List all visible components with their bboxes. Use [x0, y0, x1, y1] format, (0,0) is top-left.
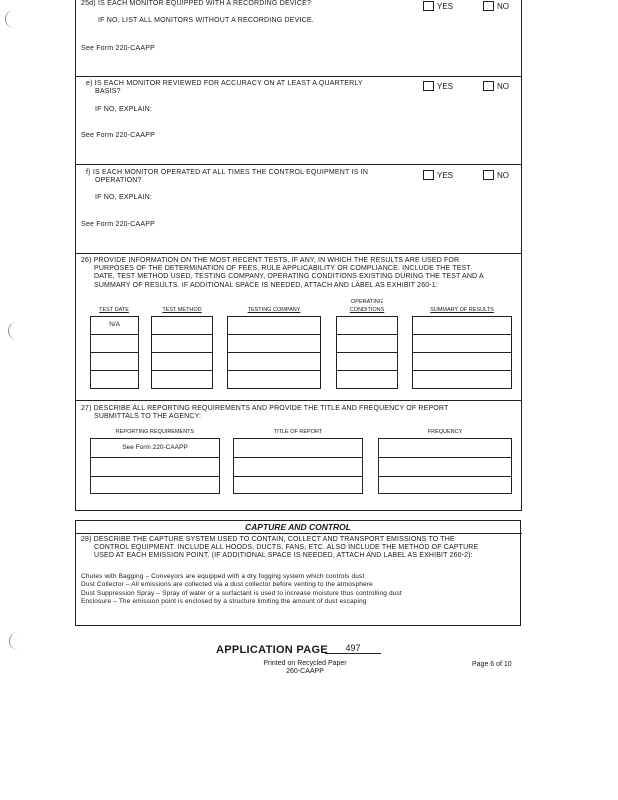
- q25f-if-no: IF NO, EXPLAIN:: [95, 194, 153, 201]
- punch-hole-mark: [5, 10, 16, 28]
- q25f-no-checkbox[interactable]: [483, 170, 494, 180]
- punch-hole-mark: [8, 322, 19, 340]
- q26-summary-cell[interactable]: [413, 317, 511, 335]
- q27-requirements-cell[interactable]: [91, 477, 219, 493]
- footer-printed-on: Printed on Recycled Paper: [263, 660, 347, 667]
- q26-test-date-cell[interactable]: [91, 335, 138, 353]
- q26-test-method-cell[interactable]: [152, 371, 212, 388]
- q27-prompt-line: SUBMITTALS TO THE AGENCY:: [94, 413, 202, 421]
- q27-title-cell[interactable]: [234, 477, 362, 493]
- q25f-no-label: NO: [497, 171, 509, 180]
- q25e-label-1: e) IS EACH MONITOR REVIEWED FOR ACCURACY ON AT LEAST A QUARTERLY: [86, 80, 363, 87]
- q26-test-date-cell[interactable]: [91, 353, 138, 371]
- q27-frequency-column: [378, 438, 512, 494]
- q26-prompt-line: 26) PROVIDE INFORMATION ON THE MOST RECENT TESTS, IF ANY, IN WHICH THE RESULTS ARE USED FOR: [81, 257, 460, 264]
- footer-application-page-number: 497: [325, 643, 381, 654]
- punch-hole-mark: [9, 632, 20, 650]
- q26-summary-cell[interactable]: [413, 335, 511, 353]
- q26-test-method-column: [151, 316, 213, 389]
- q26-prompt: [81, 257, 517, 290]
- q25e-label-2: BASIS?: [95, 88, 121, 95]
- q25e-no-label: NO: [497, 82, 509, 91]
- q27-header-frequency: FREQUENCY: [427, 429, 463, 435]
- q26-test-method-cell[interactable]: [152, 317, 212, 335]
- q25e-if-no: IF NO, EXPLAIN:: [95, 106, 153, 113]
- q26-header-test-date: TEST DATE: [99, 307, 129, 313]
- q25d-label: 25d) IS EACH MONITOR EQUIPPED WITH A RECORDING DEVICE?: [81, 0, 312, 7]
- q28-answer-line: Chutes with Bagging – Conveyors are equipped with a dry fogging system which controls dust: [81, 573, 365, 580]
- q26-header-testing-company: TESTING COMPANY: [247, 307, 301, 313]
- q28-answer-line: Enclosure – The emission point is enclosed by a structure limiting the amount of dust escaping: [81, 597, 367, 605]
- q26-test-method-cell[interactable]: [152, 335, 212, 353]
- q27-requirements-cell[interactable]: See Form 220-CAAPP: [91, 439, 219, 458]
- q26-header-conditions: CONDITIONS: [349, 307, 385, 313]
- q27-prompt: [81, 405, 517, 421]
- q27-frequency-cell[interactable]: [379, 477, 511, 493]
- q28-answer-line: Dust Collector – All emissions are collected via a dust collector before venting to the atmosphere: [81, 581, 373, 589]
- q26-testing-company-cell[interactable]: [228, 371, 320, 388]
- q25d-no-checkbox[interactable]: [483, 1, 494, 11]
- q25f-yes-label: YES: [437, 171, 454, 180]
- q25f-answer: See Form 220-CAAPP: [81, 221, 156, 228]
- q26-operating-conditions-cell[interactable]: [337, 353, 397, 371]
- q26-header-test-method: TEST METHOD: [162, 307, 202, 313]
- q26-operating-conditions-cell[interactable]: [337, 335, 397, 353]
- q27-title-cell[interactable]: [234, 439, 362, 458]
- q26-summary-cell[interactable]: [413, 353, 511, 371]
- q25e-yes-label: YES: [437, 82, 454, 91]
- q27-prompt-line: 27) DESCRIBE ALL REPORTING REQUIREMENTS AND PROVIDE THE TITLE AND FREQUENCY OF REPORT: [81, 405, 449, 412]
- q28-prompt-line: USED AT EACH EMISSION POINT. (IF ADDITIONAL SPACE IS NEEDED, ATTACH AND LABEL AS EXHIBIT 260-2):: [94, 552, 473, 560]
- q26-testing-company-cell[interactable]: [228, 335, 320, 353]
- q25e-yes-checkbox[interactable]: [423, 81, 434, 91]
- q27-title-cell[interactable]: [234, 458, 362, 477]
- q28-prompt-line: 28) DESCRIBE THE CAPTURE SYSTEM USED TO CONTAIN, COLLECT AND TRANSPORT EMISSIONS TO THE: [81, 536, 455, 543]
- q26-header-operating: OPERATING: [351, 299, 383, 305]
- q27-requirements-cell[interactable]: [91, 458, 219, 477]
- q26-operating-conditions-cell[interactable]: [337, 371, 397, 388]
- q26-test-date-column: [90, 316, 139, 389]
- q27-header-requirements: REPORTING REQUIREMENTS: [115, 429, 195, 435]
- footer-page-count: Page 6 of 10: [472, 661, 512, 668]
- q27-header-title: TITLE OF REPORT: [273, 429, 323, 435]
- q25f-label-1: f) IS EACH MONITOR OPERATED AT ALL TIMES THE CONTROL EQUIPMENT IS IN: [86, 169, 369, 176]
- q26-operating-conditions-cell[interactable]: [337, 317, 397, 335]
- q25f-yes-checkbox[interactable]: [423, 170, 434, 180]
- q28-prompt-line: CONTROL EQUIPMENT. INCLUDE ALL HOODS, DUCTS, FANS, ETC. ALSO INCLUDE THE METHOD OF CAPTURE: [94, 544, 479, 552]
- q26-test-method-cell[interactable]: [152, 353, 212, 371]
- q28-answers: [81, 573, 517, 606]
- q26-test-date-cell[interactable]: [91, 371, 138, 388]
- q26-summary-cell[interactable]: [413, 371, 511, 388]
- q25e-no-checkbox[interactable]: [483, 81, 494, 91]
- q26-prompt-line: PURPOSES OF THE DETERMINATION OF FEES, RULE APPLICABILITY OR COMPLIANCE. INCLUDE THE TEST: [94, 265, 471, 273]
- q26-testing-company-cell[interactable]: [228, 353, 320, 371]
- q25d-if-no: IF NO, LIST ALL MONITORS WITHOUT A RECORDING DEVICE.: [98, 17, 314, 24]
- q28-answer-line: Dust Suppression Spray – Spray of water or a surfactant is used to increase moisture thus controlling dust: [81, 589, 402, 597]
- capture-title: CAPTURE AND CONTROL: [245, 522, 351, 532]
- q26-testing-company-column: [227, 316, 321, 389]
- q25e-answer: See Form 220-CAAPP: [81, 132, 156, 139]
- q25d-yes-label: YES: [437, 2, 454, 11]
- q25d-yes-checkbox[interactable]: [423, 1, 434, 11]
- q28-prompt: [81, 536, 517, 561]
- footer-form-number: 260-CAAPP: [286, 668, 324, 675]
- q25f-label-2: OPERATION?: [95, 177, 142, 184]
- q26-header-summary: SUMMARY OF RESULTS: [430, 307, 494, 313]
- q27-title-column: [233, 438, 363, 494]
- q27-requirements-column: [90, 438, 220, 494]
- q27-frequency-cell[interactable]: [379, 439, 511, 458]
- q25d-answer: See Form 220-CAAPP: [81, 45, 156, 52]
- q26-prompt-line: DATE, TEST METHOD USED, TESTING COMPANY, OPERATING CONDITIONS EXISTING DURING THE TEST AND A: [94, 273, 484, 281]
- q26-prompt-line: SUMMARY OF RESULTS. IF ADDITIONAL SPACE IS NEEDED, ATTACH AND LABEL AS EXHIBIT 260-1:: [94, 281, 438, 289]
- footer-application-page-label: APPLICATION PAGE: [216, 644, 328, 656]
- q27-frequency-cell[interactable]: [379, 458, 511, 477]
- q26-summary-column: [412, 316, 512, 389]
- q25d-no-label: NO: [497, 2, 509, 11]
- q26-operating-conditions-column: [336, 316, 398, 389]
- q26-testing-company-cell[interactable]: [228, 317, 320, 335]
- q26-test-date-cell[interactable]: N/A: [91, 317, 138, 335]
